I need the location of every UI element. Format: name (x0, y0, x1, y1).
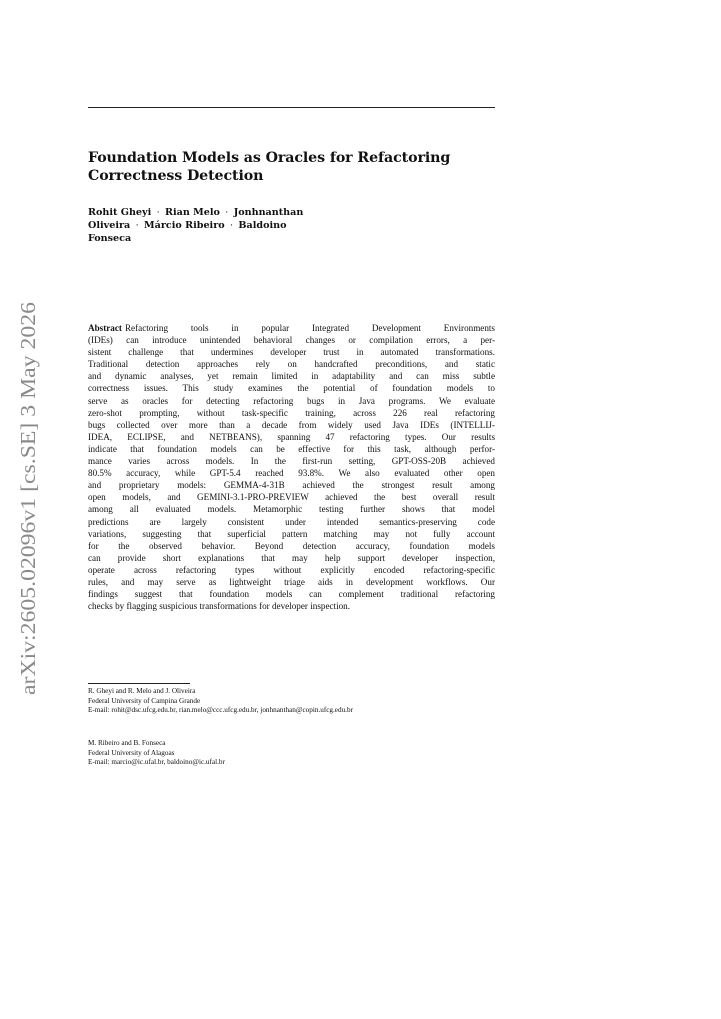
author-separator: · (230, 220, 234, 231)
abstract-line (88, 576, 495, 588)
author-line-3: Fonseca (88, 233, 132, 244)
abstract-line (88, 322, 495, 334)
abstract-line (88, 431, 495, 443)
author-separator: · (135, 220, 139, 231)
author-name: Baldoino (238, 220, 287, 231)
abstract-line-text: open models, and GEMINI-3.1-PRO-PREVIEW achieved the best overall result (88, 492, 495, 503)
abstract-line-text: can provide short explanations that may help support developer inspection, (88, 552, 495, 563)
abstract-line (88, 407, 495, 419)
arxiv-identifier-stamp (12, 300, 42, 695)
affiliation-email: E-mail: marcio@ic.ufal.br, baldoino@ic.ufal.br (88, 758, 225, 767)
abstract-line-text: variations, suggesting that superficial pattern matching may not fully account (88, 528, 495, 539)
abstract-line-text: and dynamic analyses, yet remain limited in adaptability and can miss subtle (88, 371, 495, 382)
paper-title (88, 149, 495, 185)
footnote-rule (88, 683, 190, 684)
arxiv-id-text: arXiv:2605.02096v1 [cs.SE] 3 May 2026 (16, 339, 40, 695)
abstract-line-text: Refactoring tools in popular Integrated Development Environments (124, 323, 495, 333)
title-line-1: Foundation Models as Oracles for Refactoring (88, 150, 451, 166)
abstract-line-text: Traditional detection approaches rely on handcrafted preconditions, and static (88, 359, 495, 370)
abstract-line (88, 600, 495, 612)
abstract-line (88, 552, 495, 564)
abstract-line (88, 334, 495, 346)
abstract-line-text: correctness issues. This study examines the potential of foundation models to (88, 383, 495, 394)
abstract-line-text: 80.5% accuracy, while GPT-5.4 reached 93.8%. We also evaluated other open (88, 468, 495, 479)
abstract-line (88, 479, 495, 491)
abstract-line-text: bugs collected over more than a decade from widely used Java IDEs (INTELLIJ- (88, 419, 495, 430)
affiliation-names: R. Gheyi and R. Melo and J. Oliveira (88, 687, 196, 695)
abstract-line-text: zero-shot prompting, without task-specific training, across 226 real refactoring (88, 407, 495, 418)
abstract-line (88, 370, 495, 382)
abstract-line (88, 346, 495, 358)
abstract-line (88, 516, 495, 528)
author-name: Rohit Gheyi (88, 207, 152, 218)
abstract-line (88, 358, 495, 370)
abstract-line (88, 503, 495, 515)
author-name: Oliveira (88, 220, 131, 231)
title-line-2: Correctness Detection (88, 168, 264, 184)
abstract-line-text: indicate that foundation models can be effective for this task, although perfor- (88, 443, 495, 454)
abstract-line (88, 528, 495, 540)
abstract-line-text: and proprietary models: GEMMA-4-31B achieved the strongest result among (88, 480, 495, 491)
abstract-line (88, 588, 495, 600)
affiliation-institution: Federal University of Campina Grande (88, 696, 201, 705)
author-name: Márcio Ribeiro (144, 220, 225, 231)
abstract-line-text: operate across refactoring types without explicitly encoded refactoring-specific (88, 564, 495, 575)
abstract-line (88, 564, 495, 576)
abstract-line-text: sistent challenge that undermines developer trust in automated transformations. (88, 347, 495, 358)
author-line-1 (88, 206, 388, 219)
abstract-line-text: among all evaluated models. Metamorphic testing further shows that model (88, 504, 495, 515)
abstract-line (88, 382, 495, 394)
abstract (88, 322, 495, 612)
abstract-line-text: mance varies across models. In the first-run setting, GPT-OSS-20B achieved (88, 456, 495, 467)
author-line-2 (88, 219, 388, 232)
author-separator: · (156, 207, 160, 218)
affiliation-block-1 (88, 687, 508, 716)
author-separator: · (225, 207, 229, 218)
affiliation-email: E-mail: rohit@dsc.ufcg.edu.br, rian.melo@ccc.ufcg.edu.br, jonhnanthan@copin.ufcg.edu.br (88, 706, 353, 715)
abstract-line-text: (IDEs) can introduce unintended behavioral changes or compilation errors, a per- (88, 335, 495, 346)
affiliation-block-2 (88, 739, 508, 768)
abstract-line (88, 395, 495, 407)
author-list (88, 206, 388, 245)
abstract-line (88, 455, 495, 467)
abstract-line (88, 443, 495, 455)
abstract-line (88, 467, 495, 479)
abstract-line-text: findings suggest that foundation models can complement traditional refactoring (88, 589, 495, 600)
author-name: Rian Melo (165, 207, 220, 218)
affiliation-names: M. Ribeiro and B. Fonseca (88, 739, 166, 747)
abstract-line (88, 540, 495, 552)
abstract-line-text: for the observed behavior. Beyond detection accuracy, foundation models (88, 540, 495, 551)
abstract-line-text: predictions are largely consistent under intended semantics-preserving code (88, 516, 495, 527)
abstract-line-text: rules, and may serve as lightweight triage aids in development workflows. Our (88, 576, 495, 587)
abstract-line-text: checks by flagging suspicious transformations for developer inspection. (88, 601, 351, 612)
abstract-line (88, 419, 495, 431)
affiliation-institution: Federal University of Alagoas (88, 748, 175, 757)
top-rule (88, 107, 495, 108)
arxiv-stamp-svg (12, 300, 42, 695)
abstract-line-text: serve as oracles for detecting refactoring bugs in Java programs. We evaluate (88, 395, 495, 406)
author-name: Jonhnanthan (233, 207, 304, 218)
abstract-label: Abstract (88, 323, 122, 333)
abstract-line-text: IDEA, ECLIPSE, and NETBEANS), spanning 47 refactoring types. Our results (88, 431, 495, 442)
abstract-line (88, 491, 495, 503)
